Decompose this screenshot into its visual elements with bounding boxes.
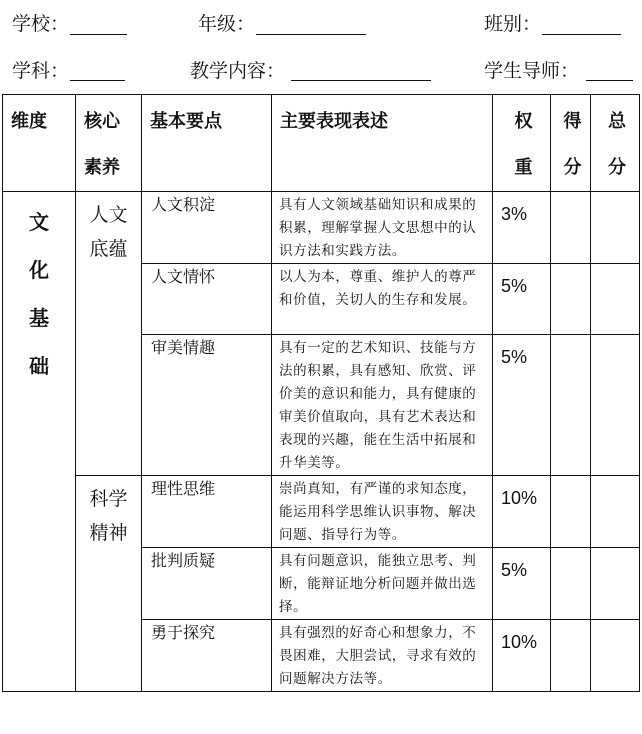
core-cell: 人文底蕴 [76,192,142,476]
class-label: 班别： [484,13,542,35]
mentor-field[interactable] [586,80,633,81]
grade-field[interactable] [256,34,366,35]
point-cell: 勇于探究 [142,620,272,692]
table-header-row [3,95,640,192]
score-cell[interactable] [551,620,591,692]
weight-cell: 5% [493,264,551,335]
total-cell[interactable] [591,264,640,335]
mentor-label: 学生导师： [484,60,580,82]
description-cell: 崇尚真知，有严谨的求知态度，能运用科学思维认识事物、解决问题、指导行为等。 [272,476,493,548]
description-cell: 具有问题意识，能独立思考、判断，能辩证地分析问题并做出选择。 [272,548,493,620]
dimension-cell: 文化基础 [3,192,76,692]
weight-cell: 3% [493,192,551,264]
score-cell[interactable] [551,335,591,476]
score-cell[interactable] [551,192,591,264]
col-weight: 权重 [493,95,551,192]
table-row [3,476,640,548]
school-label: 学校： [12,13,70,35]
table-row [3,192,640,264]
col-point: 基本要点 [142,95,272,192]
col-total: 总分 [591,95,640,192]
description-cell: 具有强烈的好奇心和想象力，不畏困难，大胆尝试，寻求有效的问题解决方法等。 [272,620,493,692]
total-cell[interactable] [591,620,640,692]
col-core: 核心素养 [76,95,142,192]
total-cell[interactable] [591,548,640,620]
description-cell: 以人为本，尊重、维护人的尊严和价值，关切人的生存和发展。 [272,264,493,335]
point-cell: 批判质疑 [142,548,272,620]
point-cell: 人文情怀 [142,264,272,335]
col-description: 主要表现表述 [272,95,493,192]
total-cell[interactable] [591,476,640,548]
class-field[interactable] [542,34,621,35]
weight-cell: 5% [493,335,551,476]
description-cell: 具有人文领域基础知识和成果的积累，理解掌握人文思想中的认识方法和实践方法。 [272,192,493,264]
score-cell[interactable] [551,548,591,620]
core-cell: 科学精神 [76,476,142,692]
point-cell: 审美情趣 [142,335,272,476]
subject-label: 学科： [12,60,70,82]
weight-cell: 10% [493,620,551,692]
point-cell: 理性思维 [142,476,272,548]
score-cell[interactable] [551,476,591,548]
evaluation-table [2,94,640,692]
col-score: 得分 [551,95,591,192]
weight-cell: 5% [493,548,551,620]
total-cell[interactable] [591,335,640,476]
weight-cell: 10% [493,476,551,548]
content-field[interactable] [291,80,431,81]
col-dimension: 维度 [3,95,76,192]
total-cell[interactable] [591,192,640,264]
grade-label: 年级： [198,13,256,35]
point-cell: 人文积淀 [142,192,272,264]
description-cell: 具有一定的艺术知识、技能与方法的积累，具有感知、欣赏、评价美的意识和能力，具有健康的审美价值取向，具有艺术表达和表现的兴趣，能在生活中拓展和升华美等。 [272,335,493,476]
subject-field[interactable] [70,80,125,81]
score-cell[interactable] [551,264,591,335]
content-label: 教学内容： [190,60,286,82]
school-field[interactable] [70,34,127,35]
